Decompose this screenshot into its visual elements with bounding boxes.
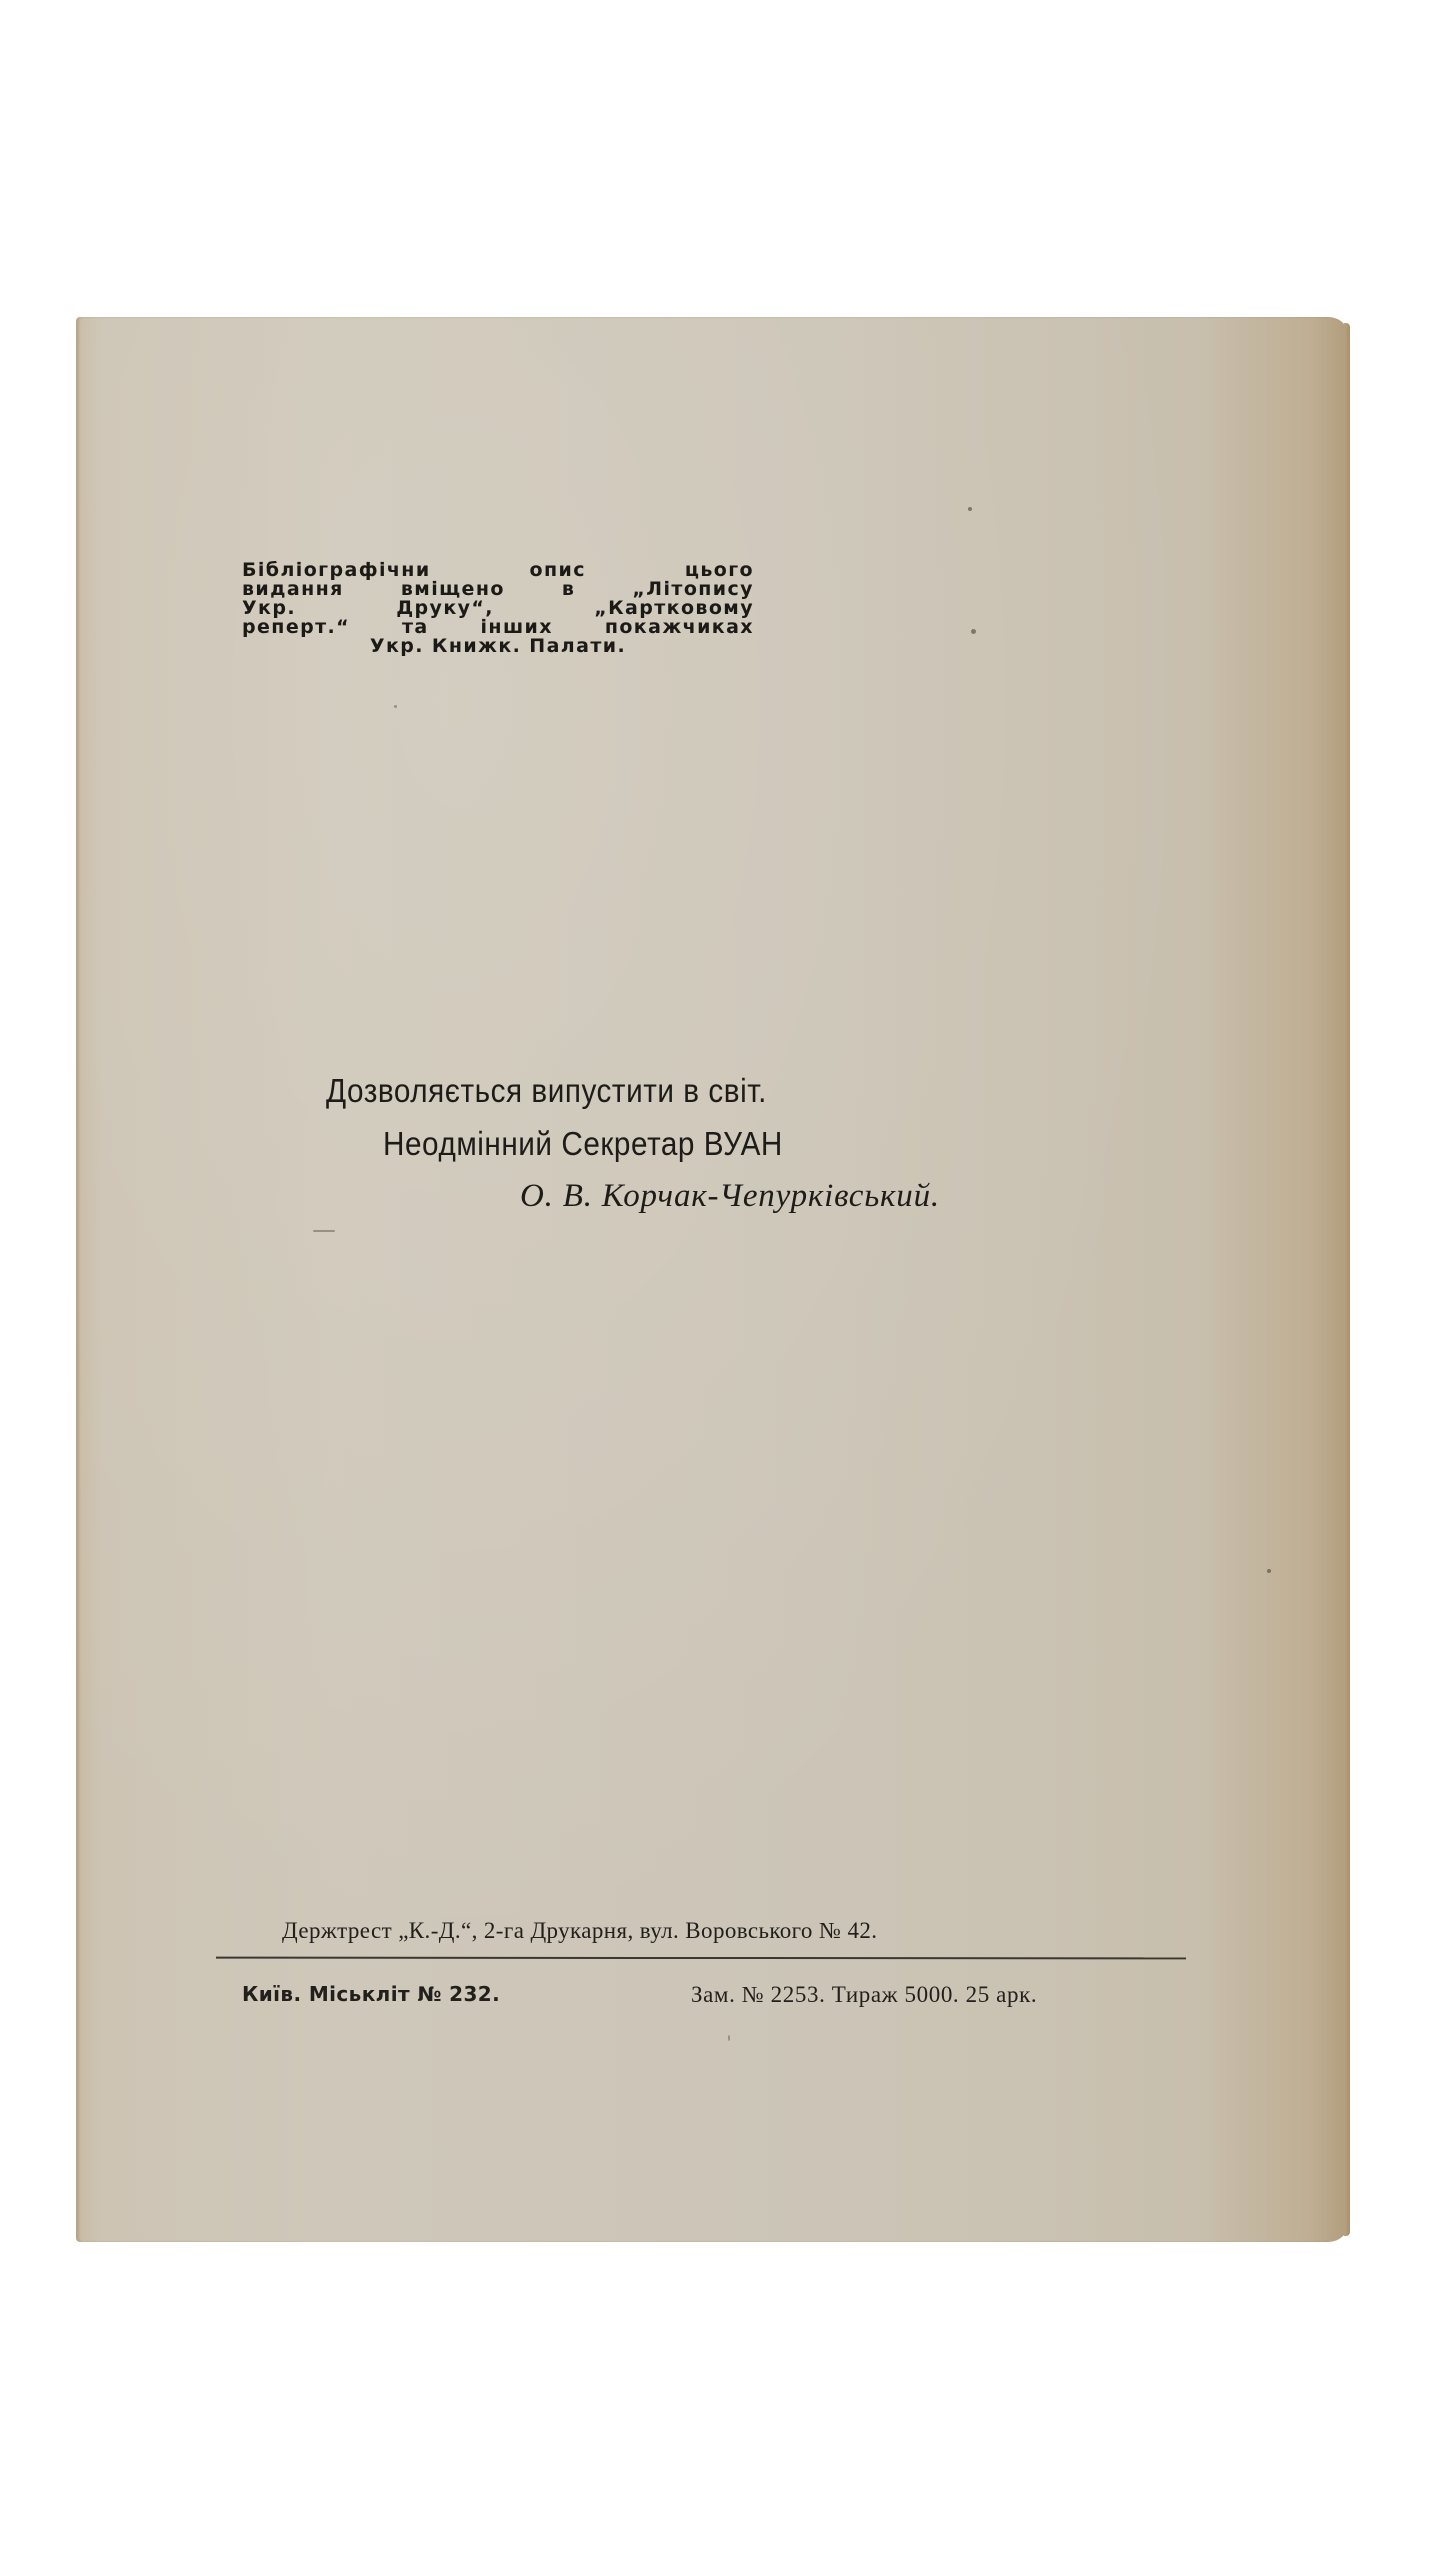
printer-imprint: Держтрест „К.-Д.“, 2-га Друкарня, вул. Воровського № 42. — [282, 1918, 878, 1943]
stamp-word: видання — [242, 578, 344, 600]
paper-fleck — [728, 2035, 730, 2041]
paper-fleck — [971, 629, 976, 634]
stamp-word: Бібліографічни — [242, 559, 431, 581]
stamp-word: Друку“, — [396, 597, 494, 619]
stamp-word: інших — [480, 616, 553, 638]
stamp-word: „Літопису — [632, 578, 754, 600]
imprint-divider — [216, 1957, 1186, 1960]
secretary-title: Неодмінний Секретар ВУАН — [383, 1125, 783, 1162]
stamp-word: вміщено — [400, 578, 505, 600]
stamp-word: в — [561, 578, 576, 600]
secretary-signature: О. В. Корчак-Чепурківський. — [520, 1178, 940, 1214]
stamp-word: та — [401, 616, 429, 638]
permission-text: Дозволяється випустити в світ. — [326, 1072, 767, 1109]
stamp-word: опис — [529, 559, 586, 581]
stamp-word: Укр. — [242, 597, 296, 619]
stamp-line-5 — [242, 637, 754, 656]
city-license: Київ. Міськліт № 232. — [242, 1982, 501, 2006]
paper-fleck — [313, 1230, 335, 1232]
order-print-run: Зам. № 2253. Тираж 5000. 25 арк. — [691, 1982, 1038, 2007]
paper-fleck — [394, 705, 397, 708]
stamp-word: цього — [684, 559, 754, 581]
stamp-word: покажчиках — [604, 616, 754, 638]
stamp-word: Укр. Книжк. Палати. — [369, 635, 627, 657]
bibliographic-stamp — [242, 561, 754, 656]
paper-fleck — [1267, 1569, 1271, 1573]
book-page — [76, 317, 1350, 2242]
stamp-word: реперт.“ — [242, 616, 351, 638]
stamp-word: „Картковому — [594, 597, 754, 619]
paper-fleck — [968, 507, 972, 511]
